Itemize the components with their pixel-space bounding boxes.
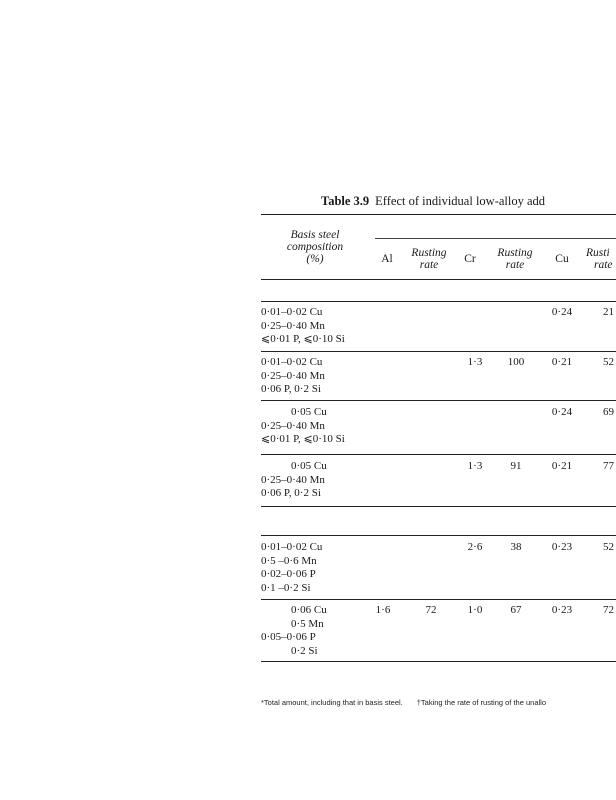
cell-cu-rate: 69	[603, 406, 614, 418]
table-row: 0·05 Cu 0·25–0·40 Mn ⩽0·01 P, ⩽0·10 Si	[261, 406, 345, 445]
cell-cu: 0·23	[551, 541, 573, 553]
cell-cu-rate: 72	[603, 604, 614, 616]
table-row: 0·06 Cu 0·5 Mn 0·05–0·06 P 0·2 Si	[261, 604, 327, 657]
cell-cu-rate: 77	[603, 460, 614, 472]
row-rule	[261, 599, 616, 600]
cell-cr: 1·0	[467, 604, 483, 616]
table-caption	[321, 194, 545, 209]
footnote-rate: †Taking the rate of rusting of the unallo	[416, 698, 547, 707]
header-basis-steel: Basis steel composition (%)	[286, 229, 344, 265]
top-rule	[261, 214, 616, 215]
section-rule-2	[261, 535, 616, 536]
table-row: 0·01–0·02 Cu 0·25–0·40 Mn ⩽0·01 P, ⩽0·10 Si	[261, 306, 345, 345]
table-title: Effect of individual low-alloy add	[375, 194, 546, 208]
header-bottom-rule	[261, 279, 616, 280]
row-rule	[261, 454, 616, 455]
cell-cu: 0·24	[551, 306, 573, 318]
cell-cr-rate: 100	[507, 356, 525, 368]
header-rusting-rate-cr: Rusting rate	[497, 247, 533, 271]
cell-cr-rate: 67	[510, 604, 522, 616]
subheader-rule	[375, 238, 616, 239]
header-al: Al	[381, 253, 393, 265]
cell-cr: 2·6	[467, 541, 483, 553]
row-rule	[261, 506, 616, 507]
cell-cu-rate: 21	[603, 306, 614, 318]
cell-cr: 1·3	[467, 460, 483, 472]
cell-cu-rate: 52	[603, 356, 614, 368]
cell-cu: 0·24	[551, 406, 573, 418]
table-number: Table 3.9	[321, 194, 370, 208]
table-bottom-rule	[261, 661, 616, 662]
cell-al-rate: 72	[425, 604, 437, 616]
table-row: 0·01–0·02 Cu 0·25–0·40 Mn 0·06 P, 0·2 Si	[261, 356, 325, 395]
table-row: 0·01–0·02 Cu 0·5 –0·6 Mn 0·02–0·06 P 0·1 –0·2 Si	[261, 541, 323, 594]
row-rule	[261, 351, 616, 352]
cell-cr-rate: 91	[510, 460, 522, 472]
section-rule-1	[261, 301, 616, 302]
cell-cu: 0·21	[551, 460, 573, 472]
cell-cu: 0·23	[551, 604, 573, 616]
footnote-total: *Total amount, including that in basis steel.	[261, 698, 403, 707]
cell-cu-rate: 52	[603, 541, 614, 553]
cell-cr: 1·3	[467, 356, 483, 368]
header-cu: Cu	[555, 253, 569, 265]
cell-cr-rate: 38	[510, 541, 522, 553]
header-rusting-rate-cu: Rusti rate	[586, 247, 613, 271]
table-row: 0·05 Cu 0·25–0·40 Mn 0·06 P, 0·2 Si	[261, 460, 327, 499]
header-cr: Cr	[464, 253, 476, 265]
row-rule	[261, 400, 616, 401]
table-footnotes	[261, 698, 560, 707]
header-rusting-rate-al: Rusting rate	[411, 247, 447, 271]
cell-al: 1·6	[375, 604, 391, 616]
cell-cu: 0·21	[551, 356, 573, 368]
